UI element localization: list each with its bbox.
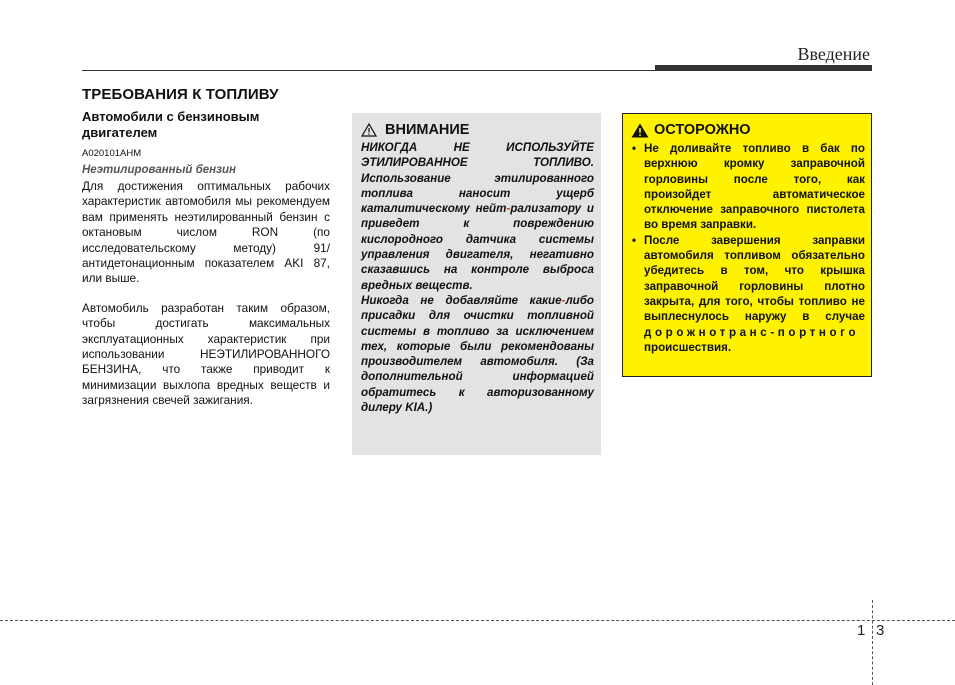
warning-paragraph-2 — [361, 293, 594, 415]
warning-box — [352, 113, 601, 455]
caution-item-2 — [631, 233, 865, 355]
caution-item-1: • Не доливайте топливо в бак по верхнюю кромку заправочной горловины после того, как произойдет автоматическое отключение заправочного пистолета во время заправки. — [631, 141, 865, 233]
warning-paragraph-1 — [361, 140, 594, 293]
page-number: 3 — [876, 622, 885, 639]
warning-p2-start: Никогда не добавляйте какие — [361, 293, 562, 307]
subtitle: Автомобили с бензиновым двигателем — [82, 109, 260, 140]
caution-box — [622, 113, 872, 377]
warning-heading-text: ВНИМАНИЕ — [385, 122, 470, 138]
left-column — [82, 86, 330, 409]
caution-item-2-spaced: дорожнотранс-портного — [644, 325, 860, 339]
reference-code: A020101AHM — [82, 148, 142, 159]
caution-heading — [631, 122, 865, 138]
footer-divider — [0, 620, 955, 621]
caution-triangle-icon — [631, 123, 649, 138]
caution-item-2-start: После завершения заправки автомобиля топливом обязательно убедитесь в том, что крышка заправочной горловины плотно закрыта, для того, чтобы топливо не выплеснулось наружу в случае — [644, 233, 865, 324]
page-section-number: 1 — [857, 622, 866, 639]
section-title: ТРЕБОВАНИЯ К ТОПЛИВУ — [82, 86, 279, 103]
header-rule-accent — [655, 65, 872, 71]
header-title: Введение — [797, 44, 870, 64]
italic-heading: Неэтилированный бензин — [82, 164, 236, 176]
caution-list — [631, 141, 865, 355]
body-paragraph-2: Автомобиль разработан таким образом, чтобы достигать максимальных эксплуатационных характеристик при использовании НЕЭТИЛИРОВАННОГО БЕНЗИНА, что также приводит к минимизации выхлопа вредных веществ и загрязнения свечей зажигания. — [82, 300, 330, 408]
body-paragraph-1: Для достижения оптимальных рабочих характеристик автомобиля мы рекомендуем вам применять неэтилированный бензин с октановым числом RON (по исследовательскому методу) 91/антидетонационным показателем AKI 87, или выше. — [82, 179, 330, 286]
warning-p2-end: либо присадки для очистки топливной системы в топливо за исключением тех, которые были рекомендованы производителем автомобиля. (За дополнительной информацией обратитесь к авторизованному дилеру KIA.) — [361, 293, 594, 415]
warning-triangle-icon — [361, 123, 377, 137]
caution-item-2-end: происшествия. — [644, 340, 732, 354]
warning-p1-start: НИКОГДА НЕ ИСПОЛЬЗУЙТЕ ЭТИЛИРОВАННОЕ ТОПЛИВО. Использование этилированного топлива наносит ущерб каталитическому нейт — [361, 141, 594, 216]
warning-heading — [361, 122, 594, 138]
warning-p1-end: рализатору и приведет к повреждению кислородного датчика системы управления двигателя, негативно сказавшись на контроле выброса вредных веществ. — [361, 202, 594, 292]
footer-vertical-divider — [872, 600, 873, 685]
red-hyphen: - — [561, 293, 566, 307]
red-hyphen: - — [506, 202, 511, 216]
caution-heading-text: ОСТОРОЖНО — [654, 122, 751, 138]
